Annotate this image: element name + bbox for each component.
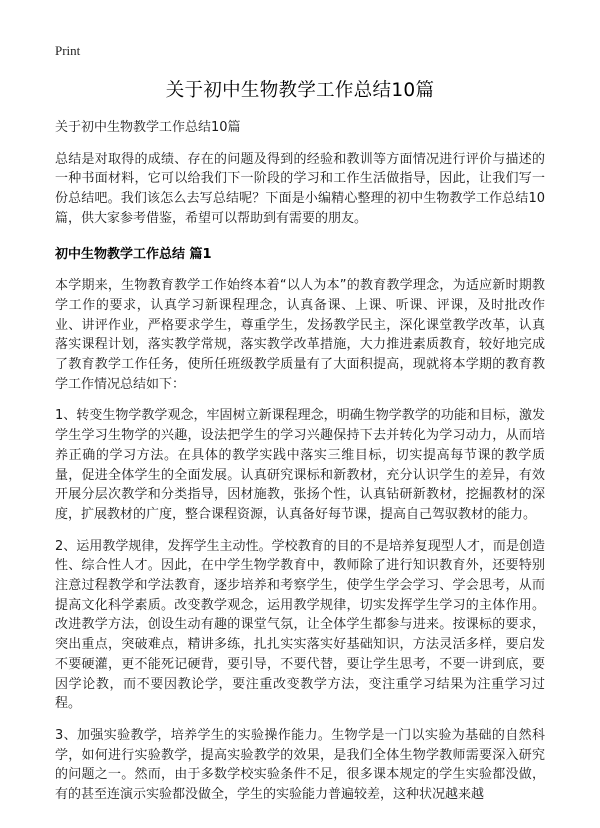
intro-paragraph: 总结是对取得的成绩、存在的问题及得到的经验和教训等方面情况进行评价与描述的一种书面材料，它可以给我们下一阶段的学习和工作生活做指导，因此，让我们写一份总结吧。我们该怎么去写总结呢？下面是小编精心整理的初中生物教学工作总结10篇，供大家参考借鉴，希望可以帮助到有需要的朋友。 [55,151,545,226]
print-label: Print [55,43,81,58]
page-title: 关于初中生物教学工作总结10篇 [165,80,435,101]
body-paragraph: 1、转变生物学教学观念，牢固树立新课程理念，明确生物学教学的功能和目标，激发学生学习生物学的兴趣，设法把学生的学习兴趣保持下去并转化为学习动力，从而培养正确的学习方法。在具体的教学实践中落实三维目标，切实提高每节课的教学质量，促进全体学生的全面发展。认真研究课标和新教材，充分认识学生的差异，有效开展分层次教学和分类指导，因材施教，张扬个性，认真钻研新教材，挖掘教材的深度，扩展教材的广度，整合课程资源，认真备好每节课，提高自己驾驭教材的能力。 [55,408,545,522]
section-heading: 初中生物教学工作总结 篇1 [55,246,212,262]
document-body [55,118,545,817]
body-paragraph: 2、运用教学规律，发挥学生主动性。学校教育的目的不是培养复现型人才，而是创造性、综合性人才。因此，在中学生物学教育中，教师除了进行知识教育外，还要特别注意过程教学和学法教育，逐步培养和考察学生，使学生学会学习、学会思考，从而提高文化科学素质。改变教学观念，运用教学规律，切实发挥学生学习的主体作用。改进教学方法，创设生动有趣的课堂气氛，让全体学生都参与进来。按课标的要求，突出重点，突破难点，精讲多练，扎扎实实落实好基础知识，方法灵活多样，要启发不要硬灌，更不能死记硬背，要引导，不要代替，要让学生思考，不要一讲到底，要因学论教，而不要因教论学，要注重改变教学方法，变注重学习结果为注重学习过程。 [55,538,545,712]
body-paragraph: 3、加强实验教学，培养学生的实验操作能力。生物学是一门以实验为基础的自然科学，如何进行实验教学，提高实验教学的效果，是我们全体生物学教师需要深入研究的问题之一。然而，由于多数学校实验条件不足，很多课本规定的学生实验都没做，有的甚至连演示实验都没做全，学生的实验能力普遍较差，这种状况越来越 [55,727,545,803]
body-paragraph: 本学期来，生物教育教学工作始终本着“以人为本”的教育教学理念，为适应新时期教学工作的要求，认真学习新课程理念，认真备课、上课、听课、评课，及时批改作业、讲评作业，严格要求学生，尊重学生，发扬教学民主，深化课堂教学改革，认真落实课程计划，落实教学常规，落实教学改革措施，大力推进素质教育，较好地完成了教育教学工作任务，使所任班级教学质量有了大面积提高，现就将本学期的教育教学工作情况总结如下： [55,278,545,392]
document-subtitle: 关于初中生物教学工作总结10篇 [55,120,241,135]
